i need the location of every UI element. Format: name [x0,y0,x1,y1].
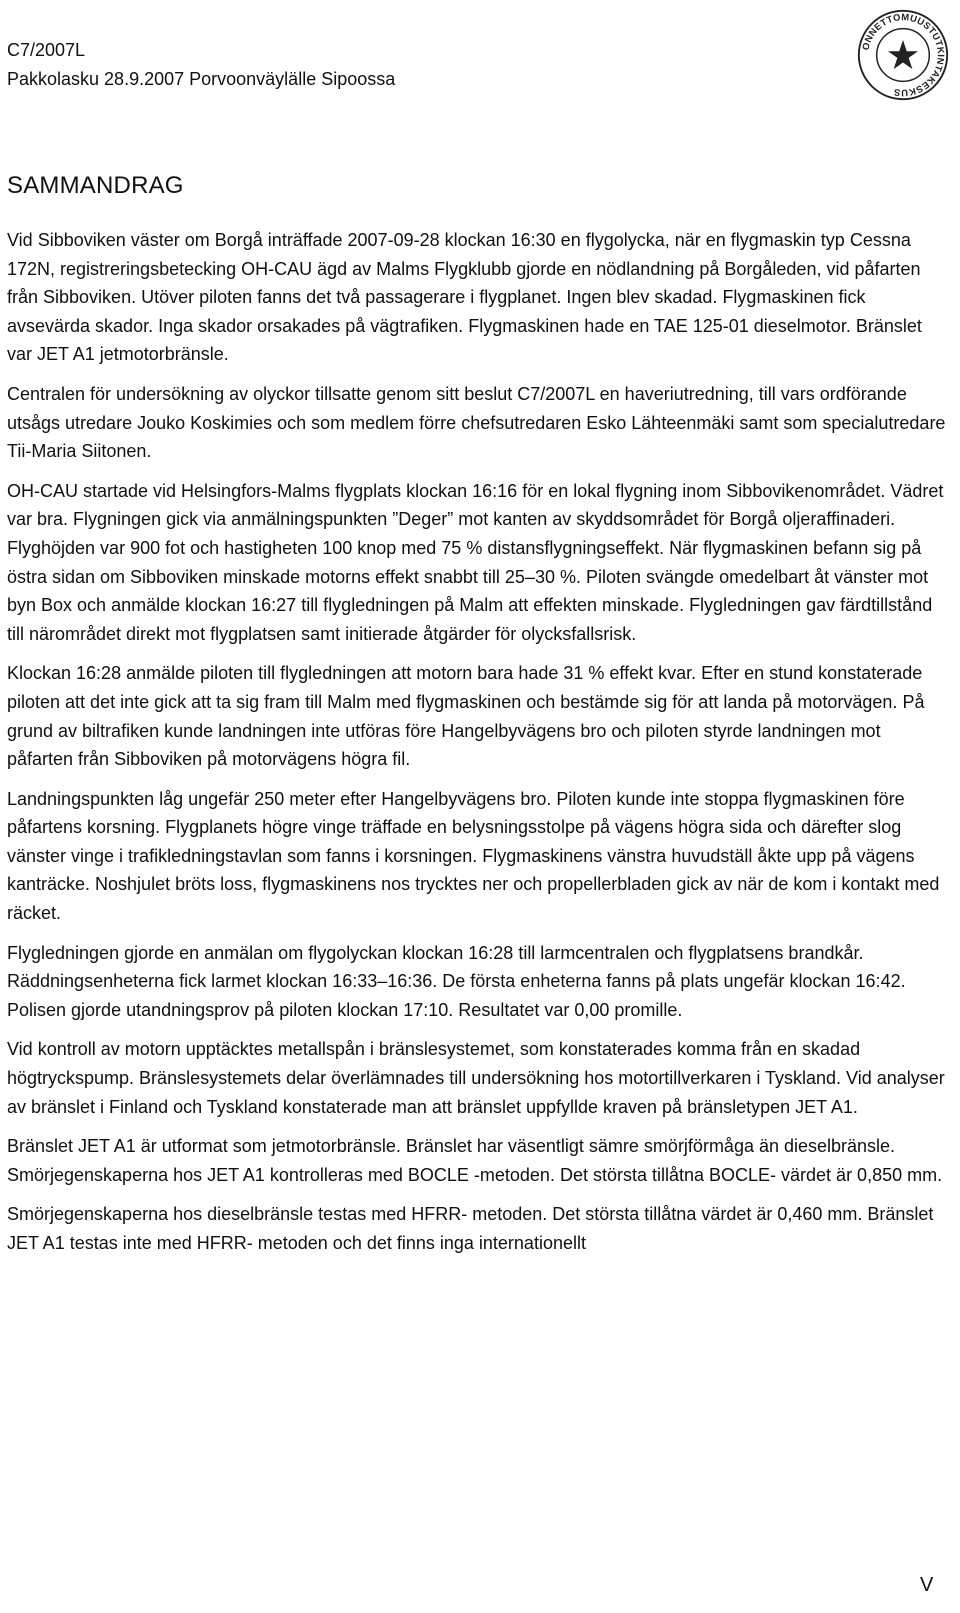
page-header [7,36,395,94]
paragraph: Vid kontroll av motorn upptäcktes metallspån i bränslesystemet, som konstaterades komma från en skadad högtryckspump. Bränslesystemets delar överlämnades till undersökning hos motortillverkaren i Tyskland. Vid analyser av bränslet i Finland och Tyskland konstaterade man att bränslet uppfyllde kraven på bränsletypen JET A1. [7,1039,945,1117]
report-id: C7/2007L [7,40,86,60]
page-number: V [920,1574,934,1596]
paragraph: Flygledningen gjorde en anmälan om flygolyckan klockan 16:28 till larmcentralen och flygplatsens brandkår. Räddningsenheterna fick larmet klockan 16:33–16:36. De första enheterna fanns på plats ungefär klockan 16:42. Polisen gjorde utandningsprov på piloten klockan 17:10. Resultatet var 0,00 promille. [7,942,906,1020]
paragraph: Landningspunkten låg ungefär 250 meter efter Hangelbyvägens bro. Piloten kunde inte stoppa flygmaskinen före påfartens korsning. Flygplanets högre vinge träffade en belysningsstolpe på vägens högra sida och därefter slog vänster vinge i trafikledningstavlan som fanns i korsningen. Flygmaskinens vänstra huvudställ åkte upp på vägens kanträcke. Noshjulet bröts loss, flygmaskinens nos trycktes ner och propellerbladen gick av när de kom i kontakt med räcket. [7,788,940,924]
summary-body [7,226,947,1269]
paragraph: Klockan 16:28 anmälde piloten till flygledningen att motorn bara hade 31 % effekt kvar. Efter en stund konstaterade piloten att det inte gick att ta sig fram till Malm med flygmaskinen och bestämde sig för att landa på motorvägen. På grund av biltrafiken kunde landningen inte utföras före Hangelbyvägens bro och piloten styrde landningen mot påfarten från Sibboviken på motorvägens högra fil. [7,663,925,770]
paragraph: Bränslet JET A1 är utformat som jetmotorbränsle. Bränslet har väsentligt sämre smörjförmåga än dieselbränsle. Smörjegenskaperna hos JET A1 kontrolleras med BOCLE -metoden. Det största tillåtna BOCLE- värdet är 0,850 mm. [7,1136,943,1185]
report-subtitle: Pakkolasku 28.9.2007 Porvoonväylälle Sipoossa [7,69,396,89]
paragraph: Smörjegenskaperna hos dieselbränsle testas med HFRR- metoden. Det största tillåtna värdet är 0,460 mm. Bränslet JET A1 testas inte med HFRR- metoden och det finns inga internationellt [7,1204,934,1253]
paragraph: Centralen för undersökning av olyckor tillsatte genom sitt beslut C7/2007L en haveriutredning, till vars ordförande utsågs utredare Jouko Koskimies och som medlem förre chefsutredaren Esko Lähteenmäki samt som specialutredare Tii-Maria Siitonen. [7,383,946,462]
agency-seal-logo [856,8,950,102]
paragraph: Vid Sibboviken väster om Borgå inträffade 2007-09-28 klockan 16:30 en flygolycka, när en flygmaskin typ Cessna 172N, registreringsbetecking OH-CAU ägd av Malms Flygklubb gjorde en nödlandning på Borgåleden, vid påfarten från Sibboviken. Utöver piloten fanns det två passagerare i flygplanet. Ingen blev skadad. Flygmaskinen fick avsevärda skador. Inga skador orsakades på vägtrafiken. Flygmaskinen hade en TAE 125-01 dieselmotor. Bränslet var JET A1 jetmotorbränsle. [7,230,922,365]
section-title: SAMMANDRAG [7,172,184,199]
seal-text: ONNETTOMUUSTUTKINTAKESKUS [859,11,947,99]
paragraph: OH-CAU startade vid Helsingfors-Malms flygplats klockan 16:16 för en lokal flygning inom Sibbovikenområdet. Vädret var bra. Flygningen gick via anmälningspunkten ”Deger” mot kanten av skyddsområdet för Borgå oljeraffinaderi. Flyghöjden var 900 fot och hastigheten 100 knop med 75 % distansflygningseffekt. När flygmaskinen befann sig på östra sidan om Sibboviken minskade motorns effekt snabbt till 25–30 %. Piloten svängde omedelbart åt vänster mot byn Box och anmälde klockan 16:27 till flygledningen på Malm att effekten minskade. Flygledningen gav färdtillstånd till närområdet direkt mot flygplatsen samt initierade åtgärder för olycksfallsrisk. [7,480,944,644]
